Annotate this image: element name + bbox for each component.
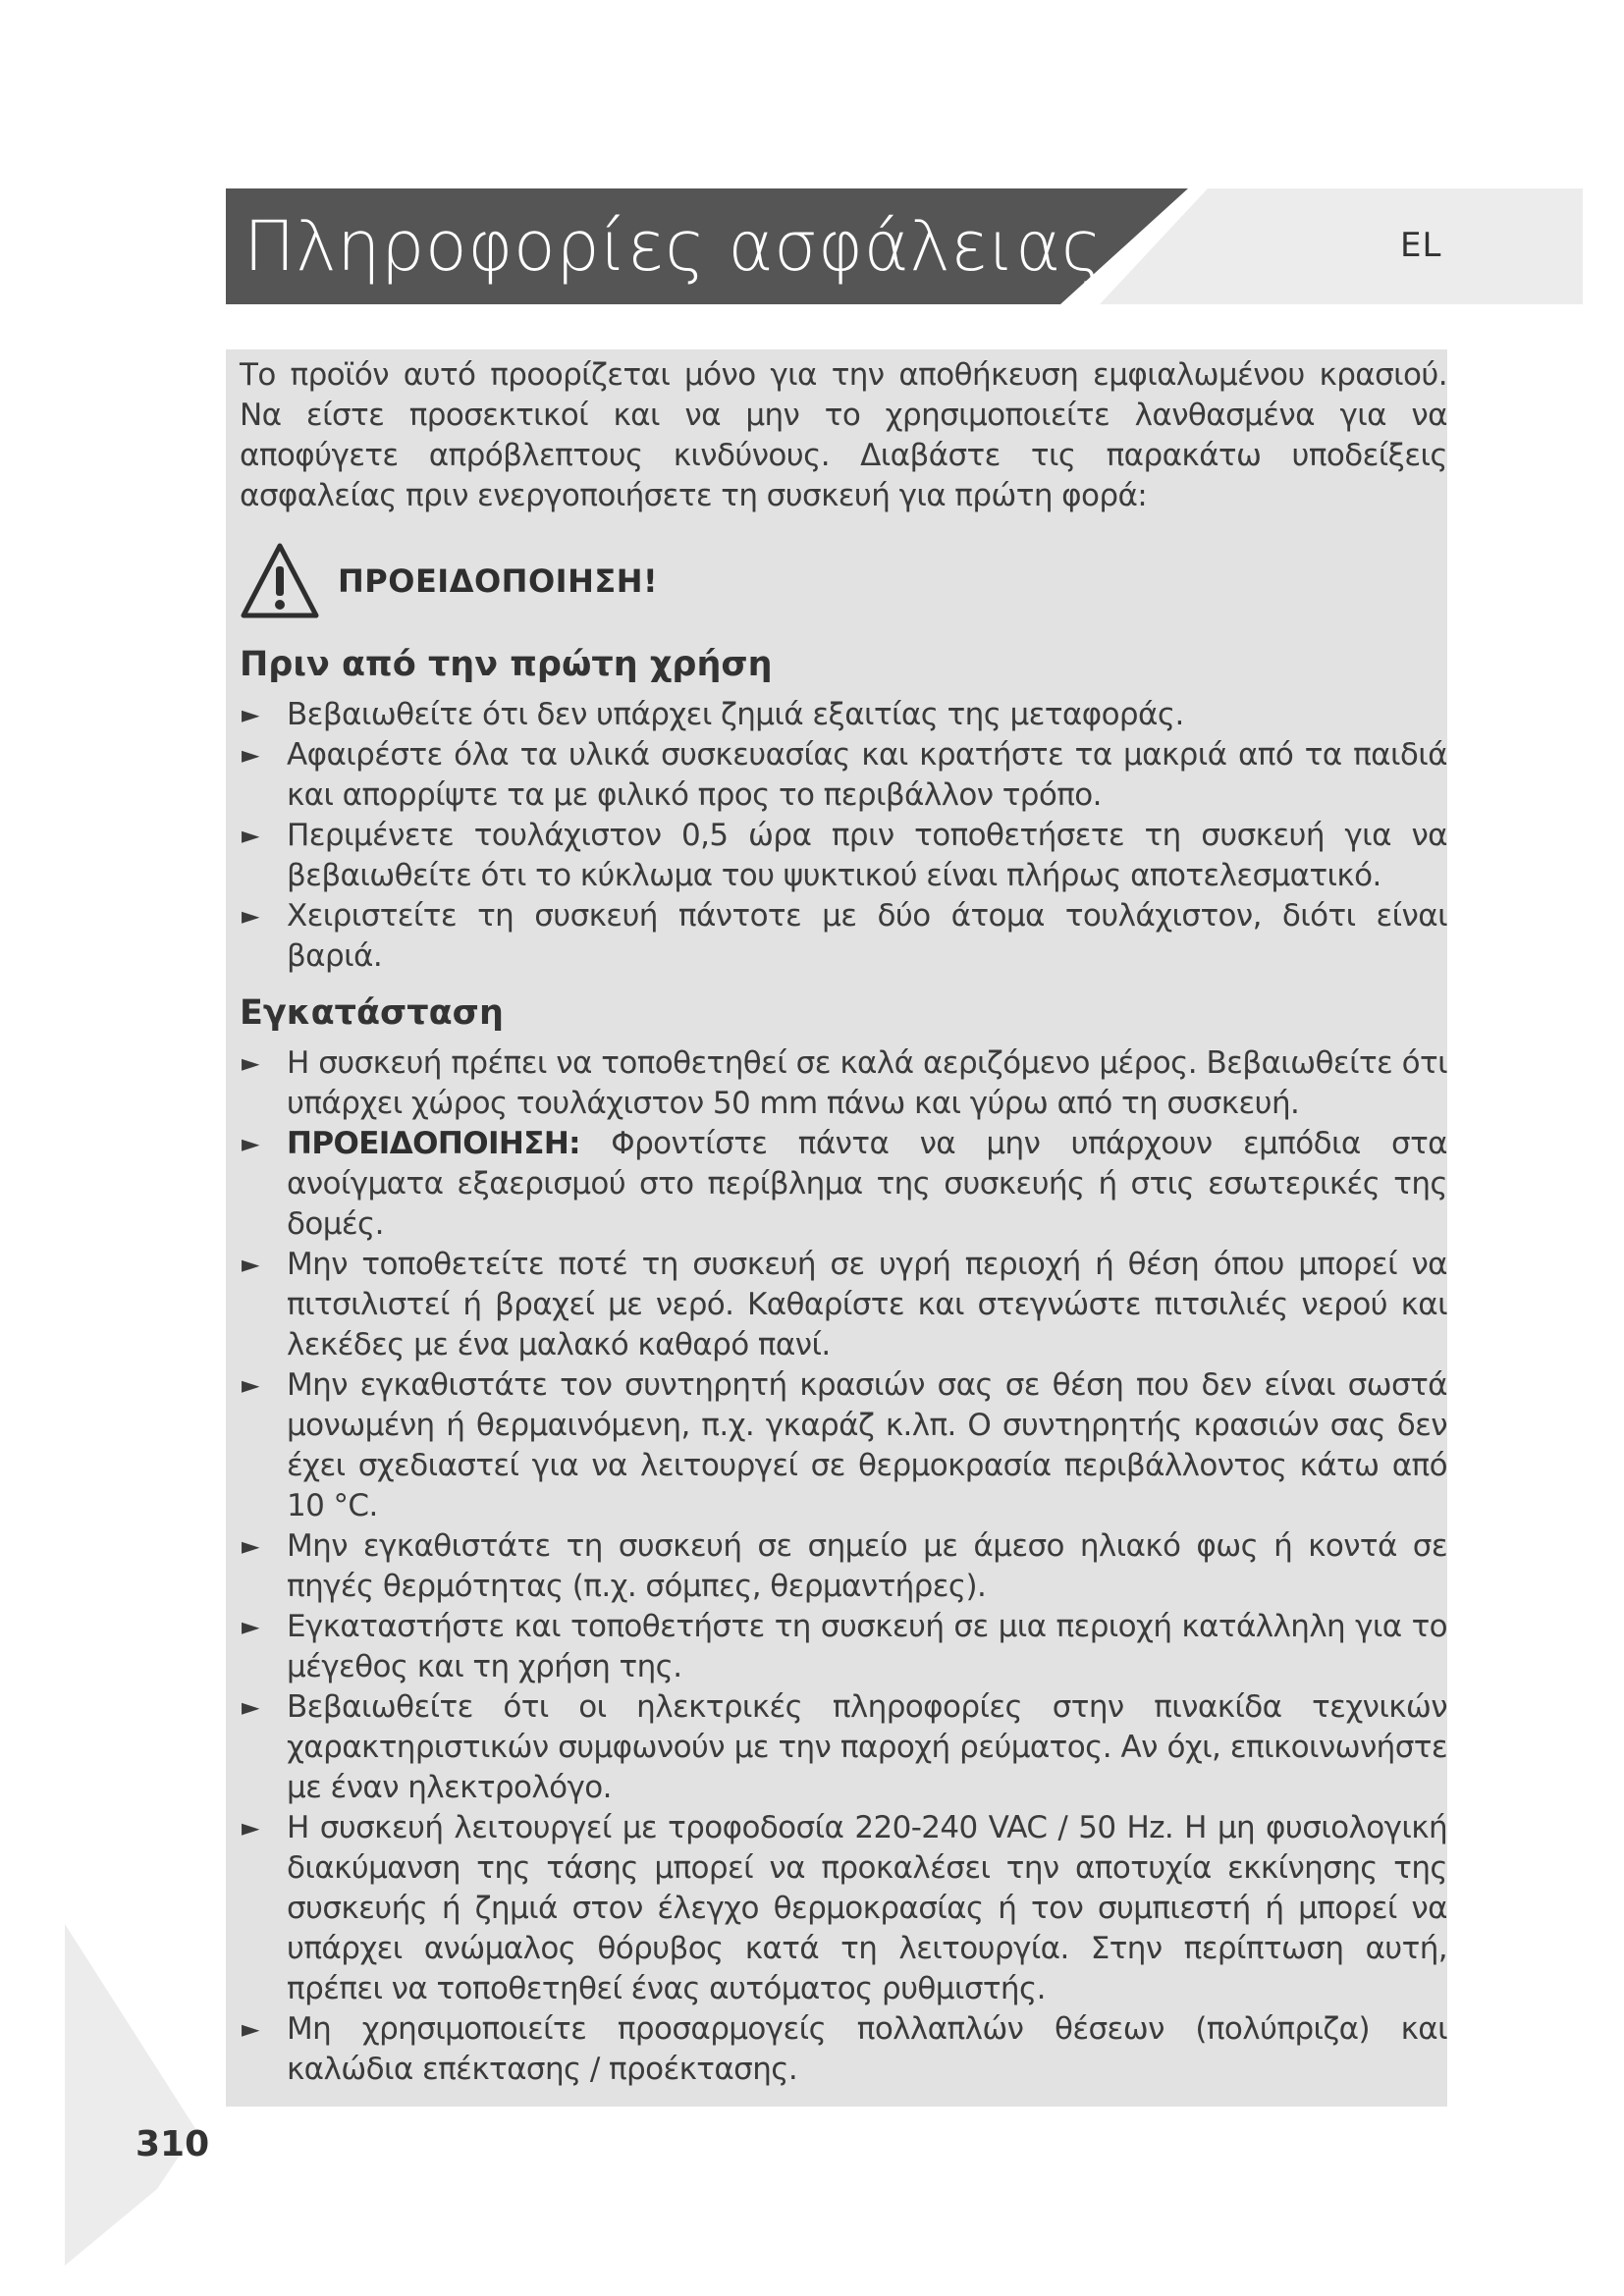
bullet-icon: ► bbox=[242, 1532, 259, 1560]
bullet-icon: ► bbox=[242, 1814, 259, 1842]
list-item: ► ΠΡΟΕΙΔΟΠΟΙΗΣΗ: Φροντίστε πάντα να μην υπάρχουν εμπόδια στα ανοίγματα εξαερισμού στο περίβλημα της συσκευής ή στις εσωτερικές της δομές. bbox=[242, 1126, 1447, 1242]
bullet-icon: ► bbox=[242, 1130, 259, 1157]
bullet-icon: ► bbox=[242, 1371, 259, 1399]
list-item: ► Μην εγκαθιστάτε τον συντηρητή κρασιών σας σε θέση που δεν είναι σωστά μονωμένη ή θερμαινόμενη, π.χ. γκαράζ κ.λπ. Ο συντηρητής κρασιών σας δεν έχει σχεδιαστεί για να λειτουργεί σε θερμοκρασία περιβάλλοντος κάτω από 10 °C. bbox=[242, 1367, 1447, 1523]
intro-paragraph: Το προϊόν αυτό προορίζεται μόνο για την αποθήκευση εμφιαλωμένου κρασιού. Να είστε προσεκτικοί και να μην το χρησιμοποιείτε λανθασμένα για να αποφύγετε απρόβλεπτους κινδύνους. Διαβάστε τις παρακάτω υποδείξεις ασφαλείας πριν ενεργοποιήσετε τη συσκευή για πρώτη φορά: bbox=[240, 357, 1447, 513]
safety-content bbox=[240, 355, 1447, 2090]
list-item: ► Η συσκευή λειτουργεί με τροφοδοσία 220-240 VAC / 50 Hz. Η μη φυσιολογική διακύμανση της τάσης μπορεί να προκαλέσει την αποτυχία εκκίνησης της συσκευής ή ζημιά στον έλεγχο θερμοκρασίας ή τον συμπιεστή ή μπορεί να υπάρχει ανώμαλος θόρυβος κατά τη λειτουργία. Στην περίπτωση αυτή, πρέπει να τοποθετηθεί ένας αυτόματος ρυθμιστής. bbox=[242, 1810, 1447, 2006]
list-item: ► Χειριστείτε τη συσκευή πάντοτε με δύο άτομα τουλάχιστον, διότι είναι βαριά. bbox=[242, 898, 1447, 974]
list-item: ► Η συσκευή πρέπει να τοποθετηθεί σε καλά αεριζόμενο μέρος. Βεβαιωθείτε ότι υπάρχει χώρος τουλάχιστον 50 mm πάνω και γύρω από τη συσκευή. bbox=[242, 1045, 1447, 1121]
warning-triangle-icon bbox=[240, 541, 320, 621]
section-heading-first-use: Πριν από την πρώτη χρήση bbox=[240, 645, 773, 684]
bullet-icon: ► bbox=[242, 1049, 259, 1077]
language-code: EL bbox=[1400, 226, 1442, 265]
warning-banner bbox=[240, 534, 1447, 628]
list-item: ► Περιμένετε τουλάχιστον 0,5 ώρα πριν τοποθετήσετε τη συσκευή για να βεβαιωθείτε ότι το κύκλωμα του ψυκτικού είναι πλήρως αποτελεσματικό. bbox=[242, 818, 1447, 893]
warning-label: ΠΡΟΕΙΔΟΠΟΙΗΣΗ! bbox=[338, 561, 659, 600]
list-item: ► Βεβαιωθείτε ότι οι ηλεκτρικές πληροφορίες στην πινακίδα τεχνικών χαρακτηριστικών συμφωνούν με την παροχή ρεύματος. Αν όχι, επικοινωνήστε με έναν ηλεκτρολόγο. bbox=[242, 1689, 1447, 1805]
page-number: 310 bbox=[135, 2124, 210, 2164]
bullet-icon: ► bbox=[242, 701, 259, 728]
first-use-list bbox=[240, 695, 1447, 977]
list-item: ► Αφαιρέστε όλα τα υλικά συσκευασίας και κρατήστε τα μακριά από τα παιδιά και απορρίψτε τα με φιλικό προς το περιβάλλον τρόπο. bbox=[242, 737, 1447, 813]
warning-inline-label: ΠΡΟΕΙΔΟΠΟΙΗΣΗ: bbox=[287, 1126, 580, 1161]
list-item: ► Εγκαταστήστε και τοποθετήστε τη συσκευή σε μια περιοχή κατάλληλη για το μέγεθος και τη χρήση της. bbox=[242, 1609, 1447, 1684]
bullet-icon: ► bbox=[242, 741, 259, 769]
bullet-icon: ► bbox=[242, 1613, 259, 1640]
list-item: ► Μη χρησιμοποιείτε προσαρμογείς πολλαπλών θέσεων (πολύπριζα) και καλώδια επέκτασης / προέκτασης. bbox=[242, 2011, 1447, 2087]
header-light-wedge bbox=[1100, 188, 1583, 304]
corner-light-wedge bbox=[65, 1924, 196, 2266]
installation-list bbox=[240, 1043, 1447, 2090]
page-title: Πληροφορίες ασφάλειας bbox=[244, 206, 1103, 287]
bullet-icon: ► bbox=[242, 822, 259, 849]
bullet-icon: ► bbox=[242, 2015, 259, 2043]
list-item: ► Βεβαιωθείτε ότι δεν υπάρχει ζημιά εξαιτίας της μεταφοράς. bbox=[240, 695, 1447, 735]
bullet-icon: ► bbox=[242, 1251, 259, 1278]
bullet-icon: ► bbox=[242, 1693, 259, 1721]
list-item: ► Μην τοποθετείτε ποτέ τη συσκευή σε υγρή περιοχή ή θέση όπου μπορεί να πιτσιλιστεί ή βραχεί με νερό. Καθαρίστε και στεγνώστε πιτσιλιές νερού και λεκέδες με ένα μαλακό καθαρό πανί. bbox=[242, 1247, 1447, 1362]
list-item: ► Μην εγκαθιστάτε τη συσκευή σε σημείο με άμεσο ηλιακό φως ή κοντά σε πηγές θερμότητας (π.χ. σόμπες, θερμαντήρες). bbox=[242, 1528, 1447, 1604]
bullet-icon: ► bbox=[242, 902, 259, 930]
section-heading-installation: Εγκατάσταση bbox=[240, 993, 504, 1033]
